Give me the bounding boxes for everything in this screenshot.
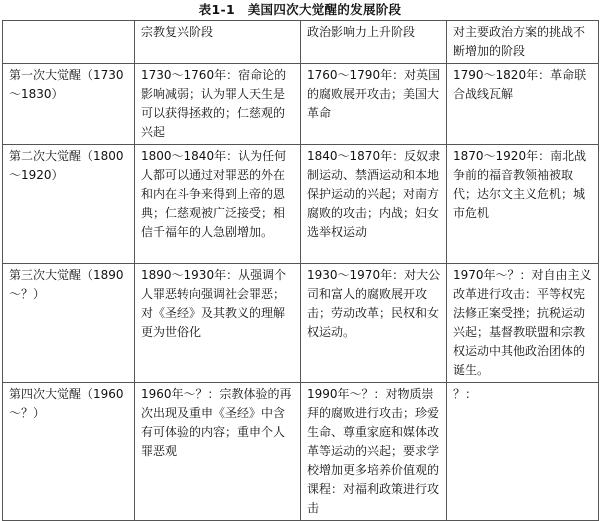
table-row-second-awakening [3,145,599,264]
table-cell: 1960年～？：宗教体验的再次出现及重申《圣经》中含有可体验的内容；重申个人罪恶观 [135,383,301,521]
header-row [3,21,599,64]
great-awakenings-table [2,20,599,521]
row-label: 第三次大觉醒（1890～？） [3,264,135,383]
row-label: 第四次大觉醒（1960～？） [3,383,135,521]
table-cell: 1930～1970年：对大公司和富人的腐败展开攻击；劳动改革；民权和女权运动。 [301,264,447,383]
table-row-fourth-awakening [3,383,599,521]
table-cell: 1990年～？：对物质崇拜的腐败进行攻击；珍爱生命、尊重家庭和媒体改革等运动的兴起；要求学校增加更多培养价值观的课程：对福利政策进行攻击 [301,383,447,521]
table-row-first-awakening [3,64,599,145]
table-cell: 1890～1930年：从强调个人罪恶转向强调社会罪恶；对《圣经》及其教义的理解更为世俗化 [135,264,301,383]
row-label: 第二次大觉醒（1800～1920） [3,145,135,264]
table-cell: 1760～1790年：对英国的腐败展开攻击；美国大革命 [301,64,447,145]
table-cell: 1800～1840年：认为任何人都可以通过对罪恶的外在和内在斗争来得到上帝的恩典；仁慈观被广泛接受；相信千福年的人急剧增加。 [135,145,301,264]
header-cell-challenge-phase: 对主要政治方案的挑战不断增加的阶段 [447,21,599,64]
header-cell-political-influence: 政治影响力上升阶段 [301,21,447,64]
table-cell: 1840～1870年：反奴隶制运动、禁酒运动和本地保护运动的兴起；对南方腐败的攻击；内战；妇女选举权运动 [301,145,447,264]
table-caption: 表1-1 美国四次大觉醒的发展阶段 [198,2,402,17]
table-cell: ？： [447,383,599,521]
row-label: 第一次大觉醒（1730～1830） [3,64,135,145]
header-cell-empty [3,21,135,64]
table-cell: 1870～1920年：南北战争前的福音教领袖被取代；达尔文主义危机；城市危机 [447,145,599,264]
table-cell: 1790～1820年：革命联合战线瓦解 [447,64,599,145]
table-row-third-awakening [3,264,599,383]
table-cell: 1970年～？：对自由主义改革进行攻击：平等权宪法修正案受挫；抗税运动兴起；基督教联盟和宗教权运动中其他政治团体的诞生。 [447,264,599,383]
header-cell-religious-revival: 宗教复兴阶段 [135,21,301,64]
table-cell: 1730～1760年：宿命论的影响减弱；认为罪人天生是可以获得拯救的；仁慈观的兴起 [135,64,301,145]
